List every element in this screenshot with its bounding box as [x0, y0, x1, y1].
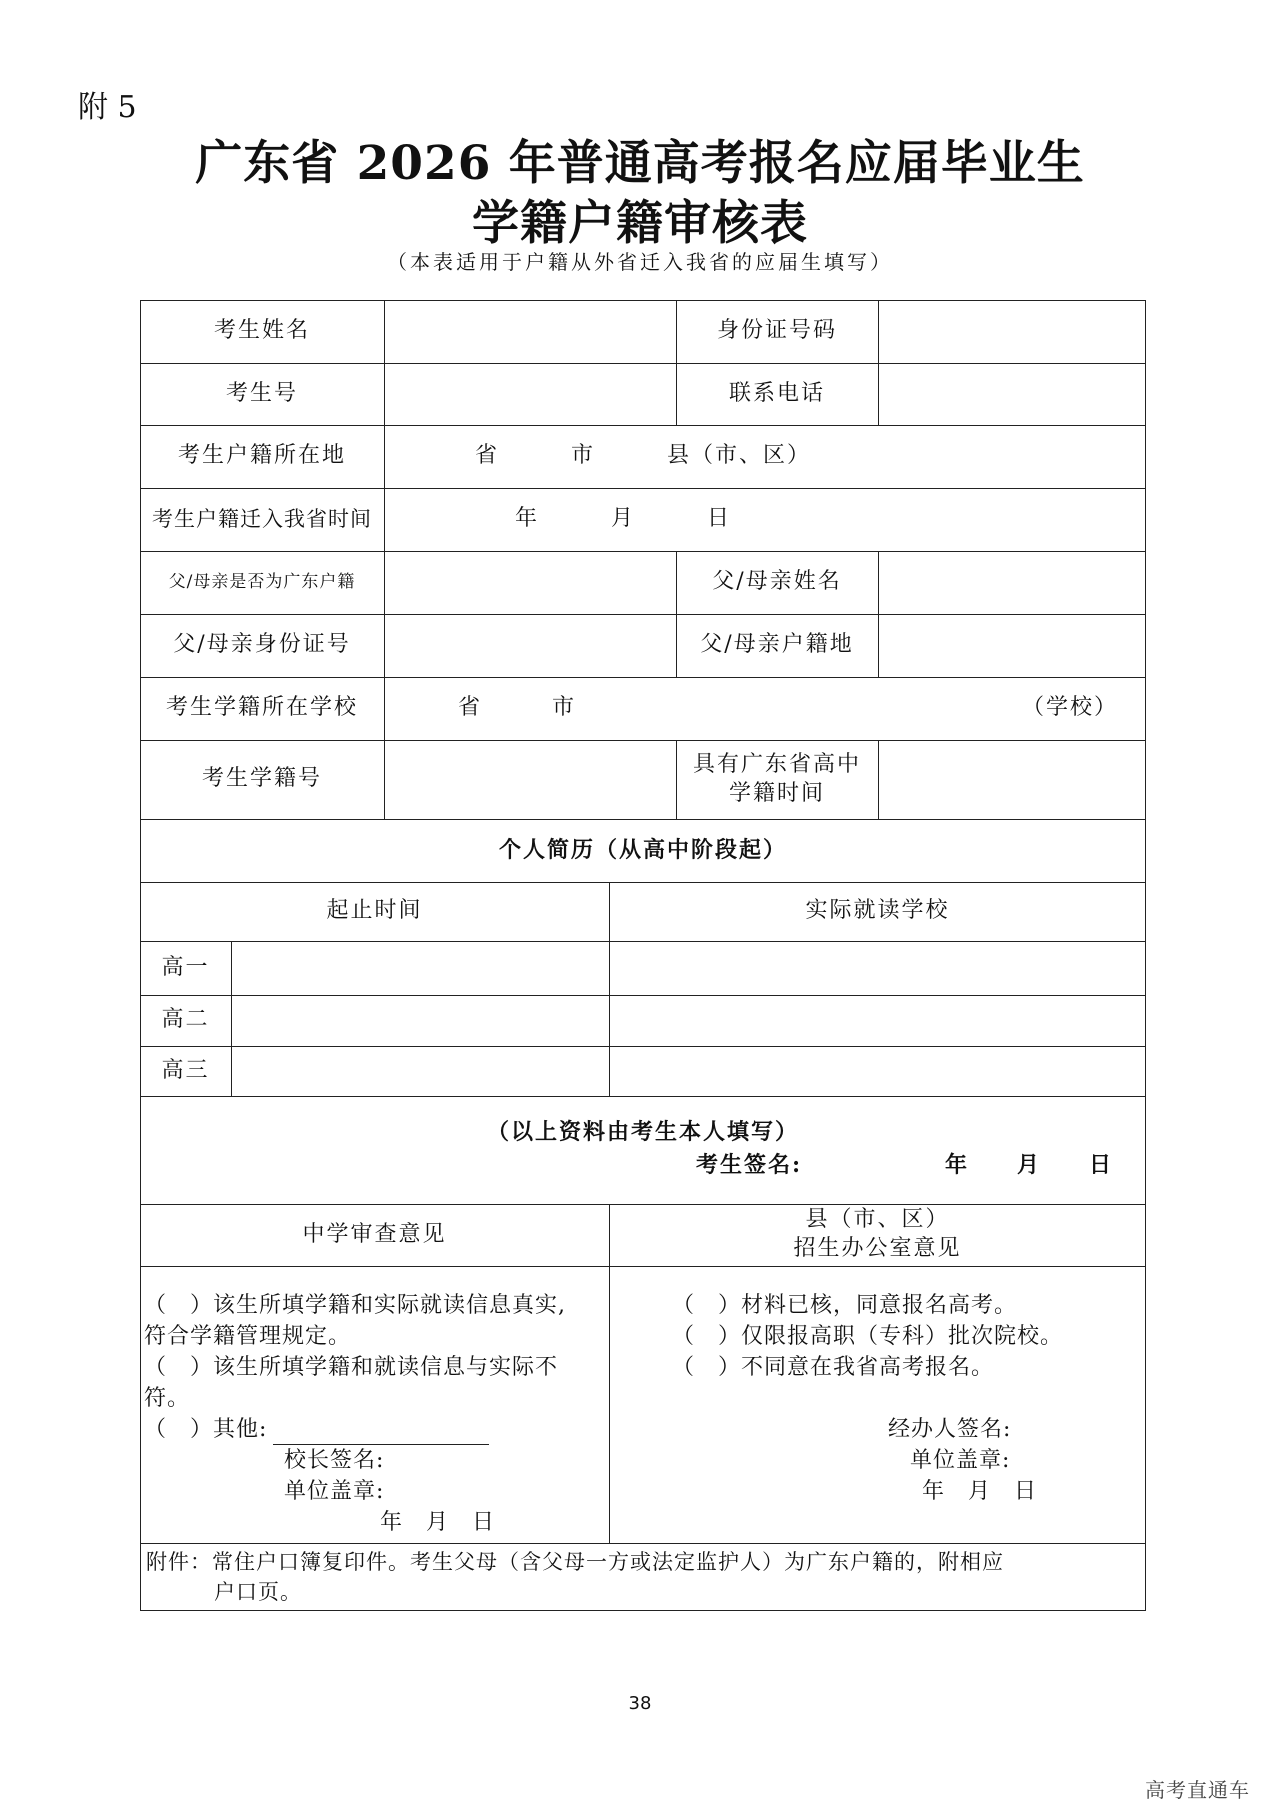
phone-label: 联系电话: [728, 380, 825, 406]
parent-hukou-field[interactable]: [879, 615, 1144, 677]
county-office-stamp-label: 单位盖章:: [910, 1448, 1011, 1473]
county-option-reject[interactable]: （ ）不同意在我省高考报名。: [672, 1355, 995, 1380]
middle-option-other[interactable]: [144, 1414, 604, 1445]
parent-hukou-label: 父/母亲户籍地: [700, 632, 854, 658]
gd-enrollment-time-label-line-1: 具有广东省高中: [692, 751, 861, 777]
middle-option-1-continued: 符合学籍管理规定。: [144, 1324, 352, 1349]
middle-option-other-label: （ ）其他:: [144, 1417, 268, 1442]
attachment-note-line-2: 户口页。: [214, 1580, 302, 1604]
handler-signature-label: 经办人签名:: [888, 1417, 1012, 1442]
hukou-location-label: 考生户籍所在地: [177, 443, 346, 469]
row-divider: [140, 1266, 1146, 1267]
gd-enrollment-time-field[interactable]: [879, 741, 1144, 819]
middle-school-review-date: 年 月 日: [380, 1510, 496, 1535]
student-number-label: 考生学籍号: [201, 766, 322, 792]
table-border-right: [1145, 300, 1146, 1611]
name-field[interactable]: [385, 301, 675, 363]
school-suffix: （学校）: [1021, 695, 1118, 721]
form-subtitle: （本表适用于户籍从外省迁入我省的应届生填写）: [387, 250, 893, 274]
attachment-note-line-1: 附件：常住户口簿复印件。考生父母（含父母一方或法定监护人）为广东户籍的，附相应: [146, 1550, 1004, 1574]
middle-option-2-continued: 符。: [144, 1386, 191, 1411]
applicant-signature-label: 考生签名:: [696, 1152, 803, 1178]
middle-school-stamp-label: 单位盖章:: [284, 1479, 385, 1504]
resume-school-column-header: 实际就读学校: [805, 898, 950, 924]
page-number: 38: [628, 1693, 652, 1714]
county-office-review-options: [672, 1290, 1132, 1383]
student-number-field[interactable]: [385, 741, 675, 819]
form-title-line-2: 学籍户籍审核表: [472, 196, 808, 251]
parent-guangdong-hukou-label: 父/母亲是否为广东户籍: [168, 572, 356, 593]
resume-row-3-school-field[interactable]: [610, 1047, 1144, 1096]
middle-option-1[interactable]: （ ）该生所填学籍和实际就读信息真实,: [144, 1293, 566, 1318]
resume-row-3-time-field[interactable]: [232, 1047, 608, 1096]
parent-guangdong-hukou-field[interactable]: [385, 552, 675, 614]
gd-enrollment-time-label-line-2: 学籍时间: [728, 780, 825, 806]
watermark: 高考直通车: [1145, 1778, 1250, 1802]
middle-option-2[interactable]: （ ）该生所填学籍和就读信息与实际不: [144, 1355, 559, 1380]
attachment-label: 附 5: [78, 90, 137, 125]
county-option-approve[interactable]: （ ）材料已核，同意报名高考。: [672, 1293, 1018, 1318]
school-label: 考生学籍所在学校: [165, 695, 358, 721]
principal-signature-label: 校长签名:: [284, 1448, 385, 1473]
exam-number-label: 考生号: [225, 380, 298, 406]
parent-id-field[interactable]: [385, 615, 675, 677]
resume-row-1-school-field[interactable]: [610, 942, 1144, 995]
hukou-move-time-label: 考生户籍迁入我省时间: [152, 506, 372, 531]
resume-row-2-time-field[interactable]: [232, 996, 608, 1046]
id-number-field[interactable]: [879, 301, 1144, 363]
applicant-signature-field[interactable]: [810, 1146, 940, 1182]
middle-school-review-heading: 中学审查意见: [302, 1221, 447, 1247]
name-label: 考生姓名: [213, 318, 310, 344]
resume-time-column-header: 起止时间: [326, 898, 423, 924]
phone-field[interactable]: [879, 364, 1144, 425]
county-office-review-date: 年 月 日: [922, 1479, 1038, 1504]
form-title-line-1: 广东省 2026 年普通高考报名应届毕业生: [195, 136, 1085, 191]
attachment-note: [146, 1547, 1142, 1607]
gd-enrollment-time-label: [676, 740, 878, 819]
exam-number-field[interactable]: [385, 364, 675, 425]
other-reason-field[interactable]: [273, 1420, 489, 1445]
county-option-vocational-only[interactable]: （ ）仅限报高职（专科）批次院校。: [672, 1324, 1064, 1349]
resume-row-label: 高二: [161, 1007, 210, 1033]
school-province: 省: [457, 695, 482, 721]
hukou-location-field[interactable]: 省 市 县（市、区）: [475, 443, 812, 469]
resume-row-2-school-field[interactable]: [610, 996, 1144, 1046]
id-number-label: 身份证号码: [716, 318, 837, 344]
table-border-bottom: [140, 1610, 1146, 1611]
row-divider: [140, 1096, 1146, 1097]
parent-id-label: 父/母亲身份证号: [173, 632, 351, 658]
school-city: 市: [551, 695, 576, 721]
school-field[interactable]: [590, 678, 1020, 740]
hukou-move-time-field[interactable]: 年 月 日: [515, 506, 732, 532]
applicant-signature-date: 年 月 日: [945, 1152, 1114, 1178]
resume-row-label: 高一: [161, 954, 210, 980]
county-office-heading-line-1: 县（市、区）: [805, 1207, 950, 1233]
resume-row-label: 高三: [161, 1057, 210, 1083]
county-office-review-heading: [609, 1204, 1146, 1266]
county-office-heading-line-2: 招生办公室意见: [793, 1236, 962, 1261]
row-divider: [140, 1543, 1146, 1544]
parent-name-label: 父/母亲姓名: [712, 569, 842, 595]
middle-school-review-options: [144, 1290, 604, 1538]
county-office-signatures: [888, 1414, 1138, 1507]
parent-name-field[interactable]: [879, 552, 1144, 614]
resume-heading: 个人简历（从高中阶段起）: [498, 837, 787, 864]
resume-row-1-time-field[interactable]: [232, 942, 608, 995]
declaration-note: （以上资料由考生本人填写）: [486, 1118, 799, 1145]
